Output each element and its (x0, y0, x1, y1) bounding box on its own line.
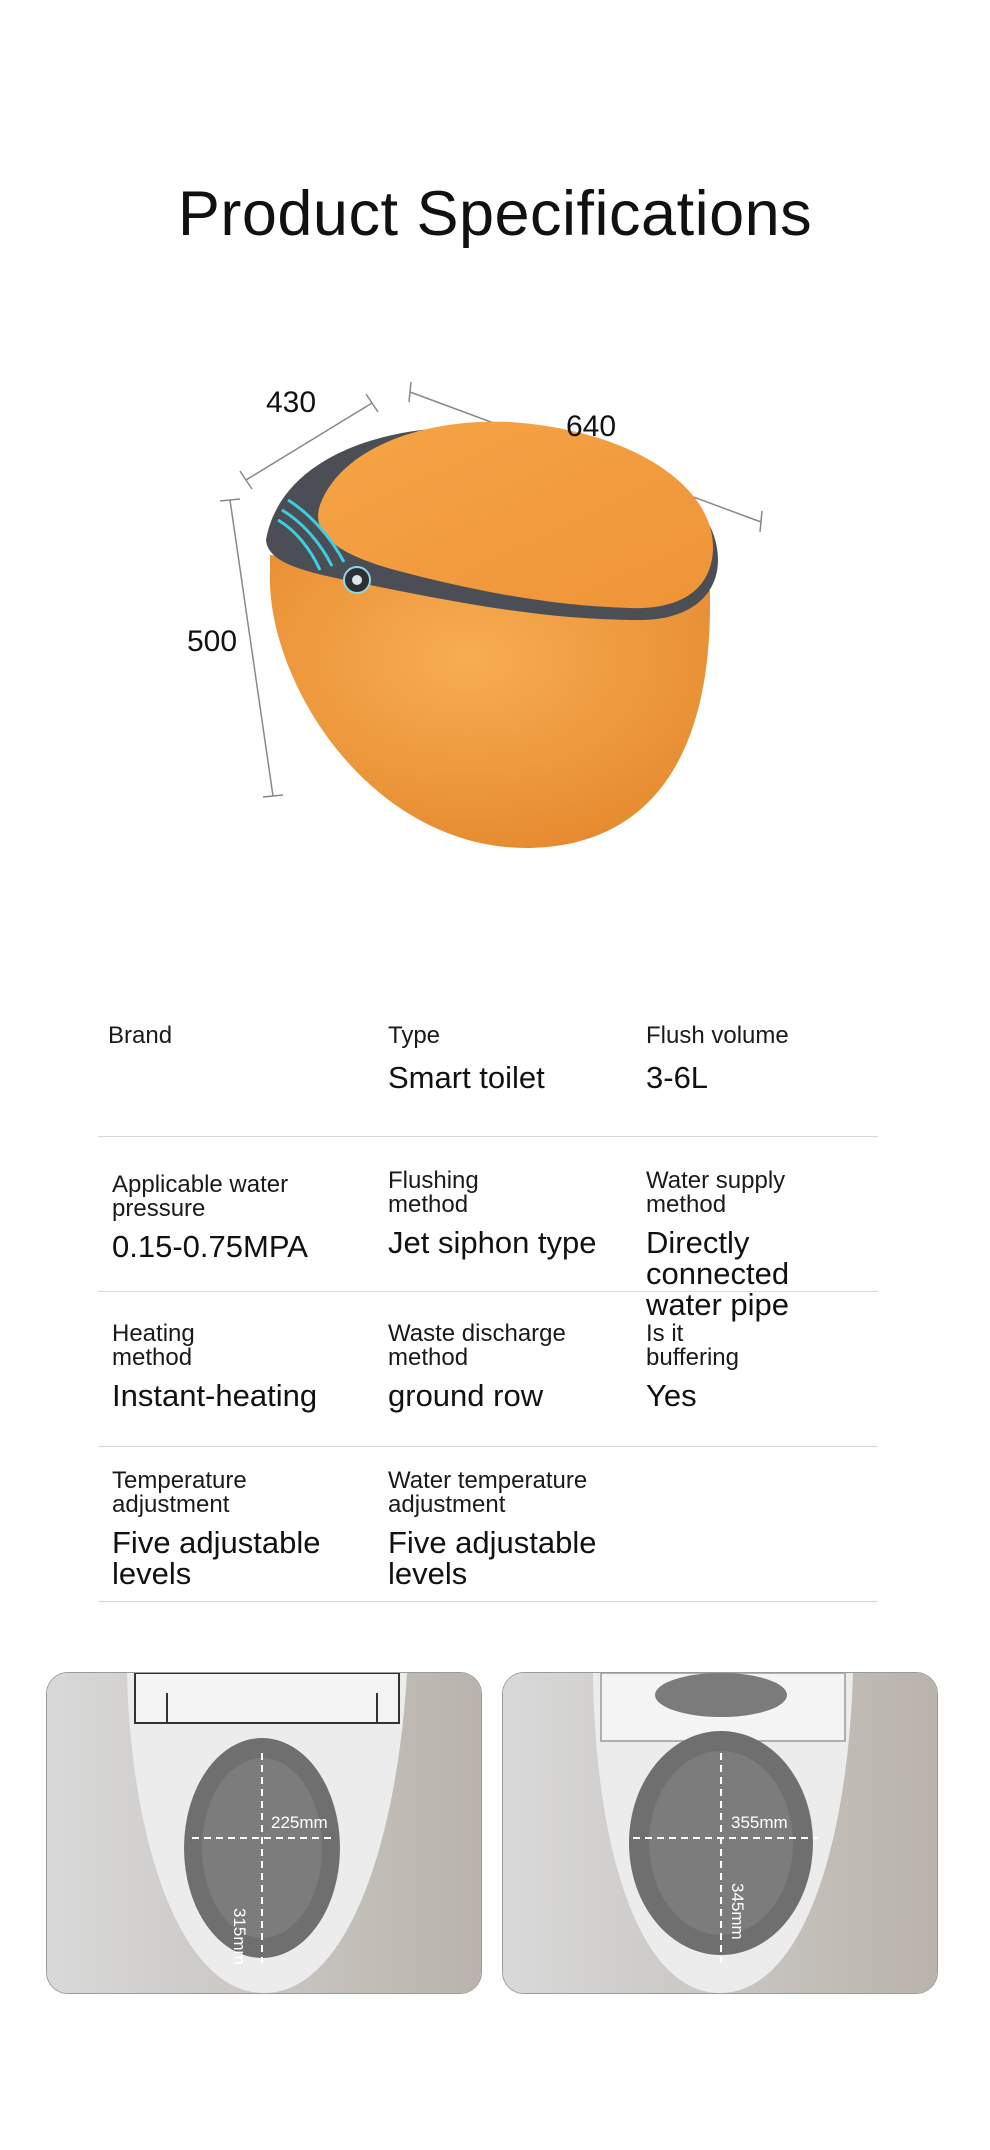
spec-label: Is it buffering (646, 1320, 739, 1371)
spec-label: Water supply method (646, 1167, 786, 1218)
spec-cell (388, 1469, 597, 1589)
spec-label: Applicable water pressure (112, 1171, 289, 1222)
bowl-illustration (47, 1673, 481, 1993)
spec-label: Temperature adjustment (112, 1467, 247, 1518)
spec-value: Five adjustable levels (112, 1525, 321, 1591)
spec-value: Jet siphon type (388, 1225, 597, 1260)
spec-label: Water temperature adjustment (388, 1467, 588, 1518)
spec-label: Type (388, 1022, 441, 1049)
spec-row (98, 1447, 878, 1602)
spec-value: 3-6L (646, 1060, 709, 1095)
spec-label: Heating method (112, 1320, 195, 1371)
spec-value: Instant-heating (112, 1378, 318, 1413)
bowl-width-label: 225mm (271, 1813, 328, 1832)
spec-value: Yes (646, 1378, 697, 1413)
spec-value: Smart toilet (388, 1060, 545, 1095)
smart-toilet-illustration (170, 380, 790, 880)
product-image (170, 380, 790, 880)
spec-cell (108, 1024, 172, 1062)
spec-cell (646, 1322, 739, 1411)
bowl-depth-label: 315mm (230, 1908, 249, 1965)
spec-value: 0.15-0.75MPA (112, 1229, 308, 1264)
spec-cell (388, 1024, 545, 1093)
spec-label: Waste discharge method (388, 1320, 566, 1371)
spec-cell (388, 1169, 597, 1258)
spec-label: Flushing method (388, 1167, 479, 1218)
width-dimension-label: 430 (266, 386, 317, 419)
spec-label: Brand (108, 1022, 173, 1049)
height-dimension-label: 500 (187, 625, 238, 658)
spec-cell (646, 1024, 789, 1093)
spec-label: Flush volume (646, 1022, 789, 1049)
spec-value: Directly connected water pipe (646, 1225, 790, 1322)
bowl-illustration (503, 1673, 937, 1993)
bowl-depth-label: 345mm (728, 1883, 747, 1940)
bowl-photo-left (46, 1672, 482, 1994)
spec-cell (112, 1469, 321, 1589)
length-dimension-label: 640 (566, 410, 617, 443)
spec-value: ground row (388, 1378, 544, 1413)
page-title: Product Specifications (177, 179, 813, 249)
spec-cell (112, 1173, 308, 1262)
spec-value: Five adjustable levels (388, 1525, 597, 1591)
spec-row (98, 1000, 878, 1137)
spec-cell (388, 1322, 566, 1411)
bowl-width-label: 355mm (731, 1813, 788, 1832)
spec-row (98, 1292, 878, 1447)
spec-row (98, 1137, 878, 1322)
bowl-photo-right (502, 1672, 938, 1994)
spec-cell (112, 1322, 317, 1411)
